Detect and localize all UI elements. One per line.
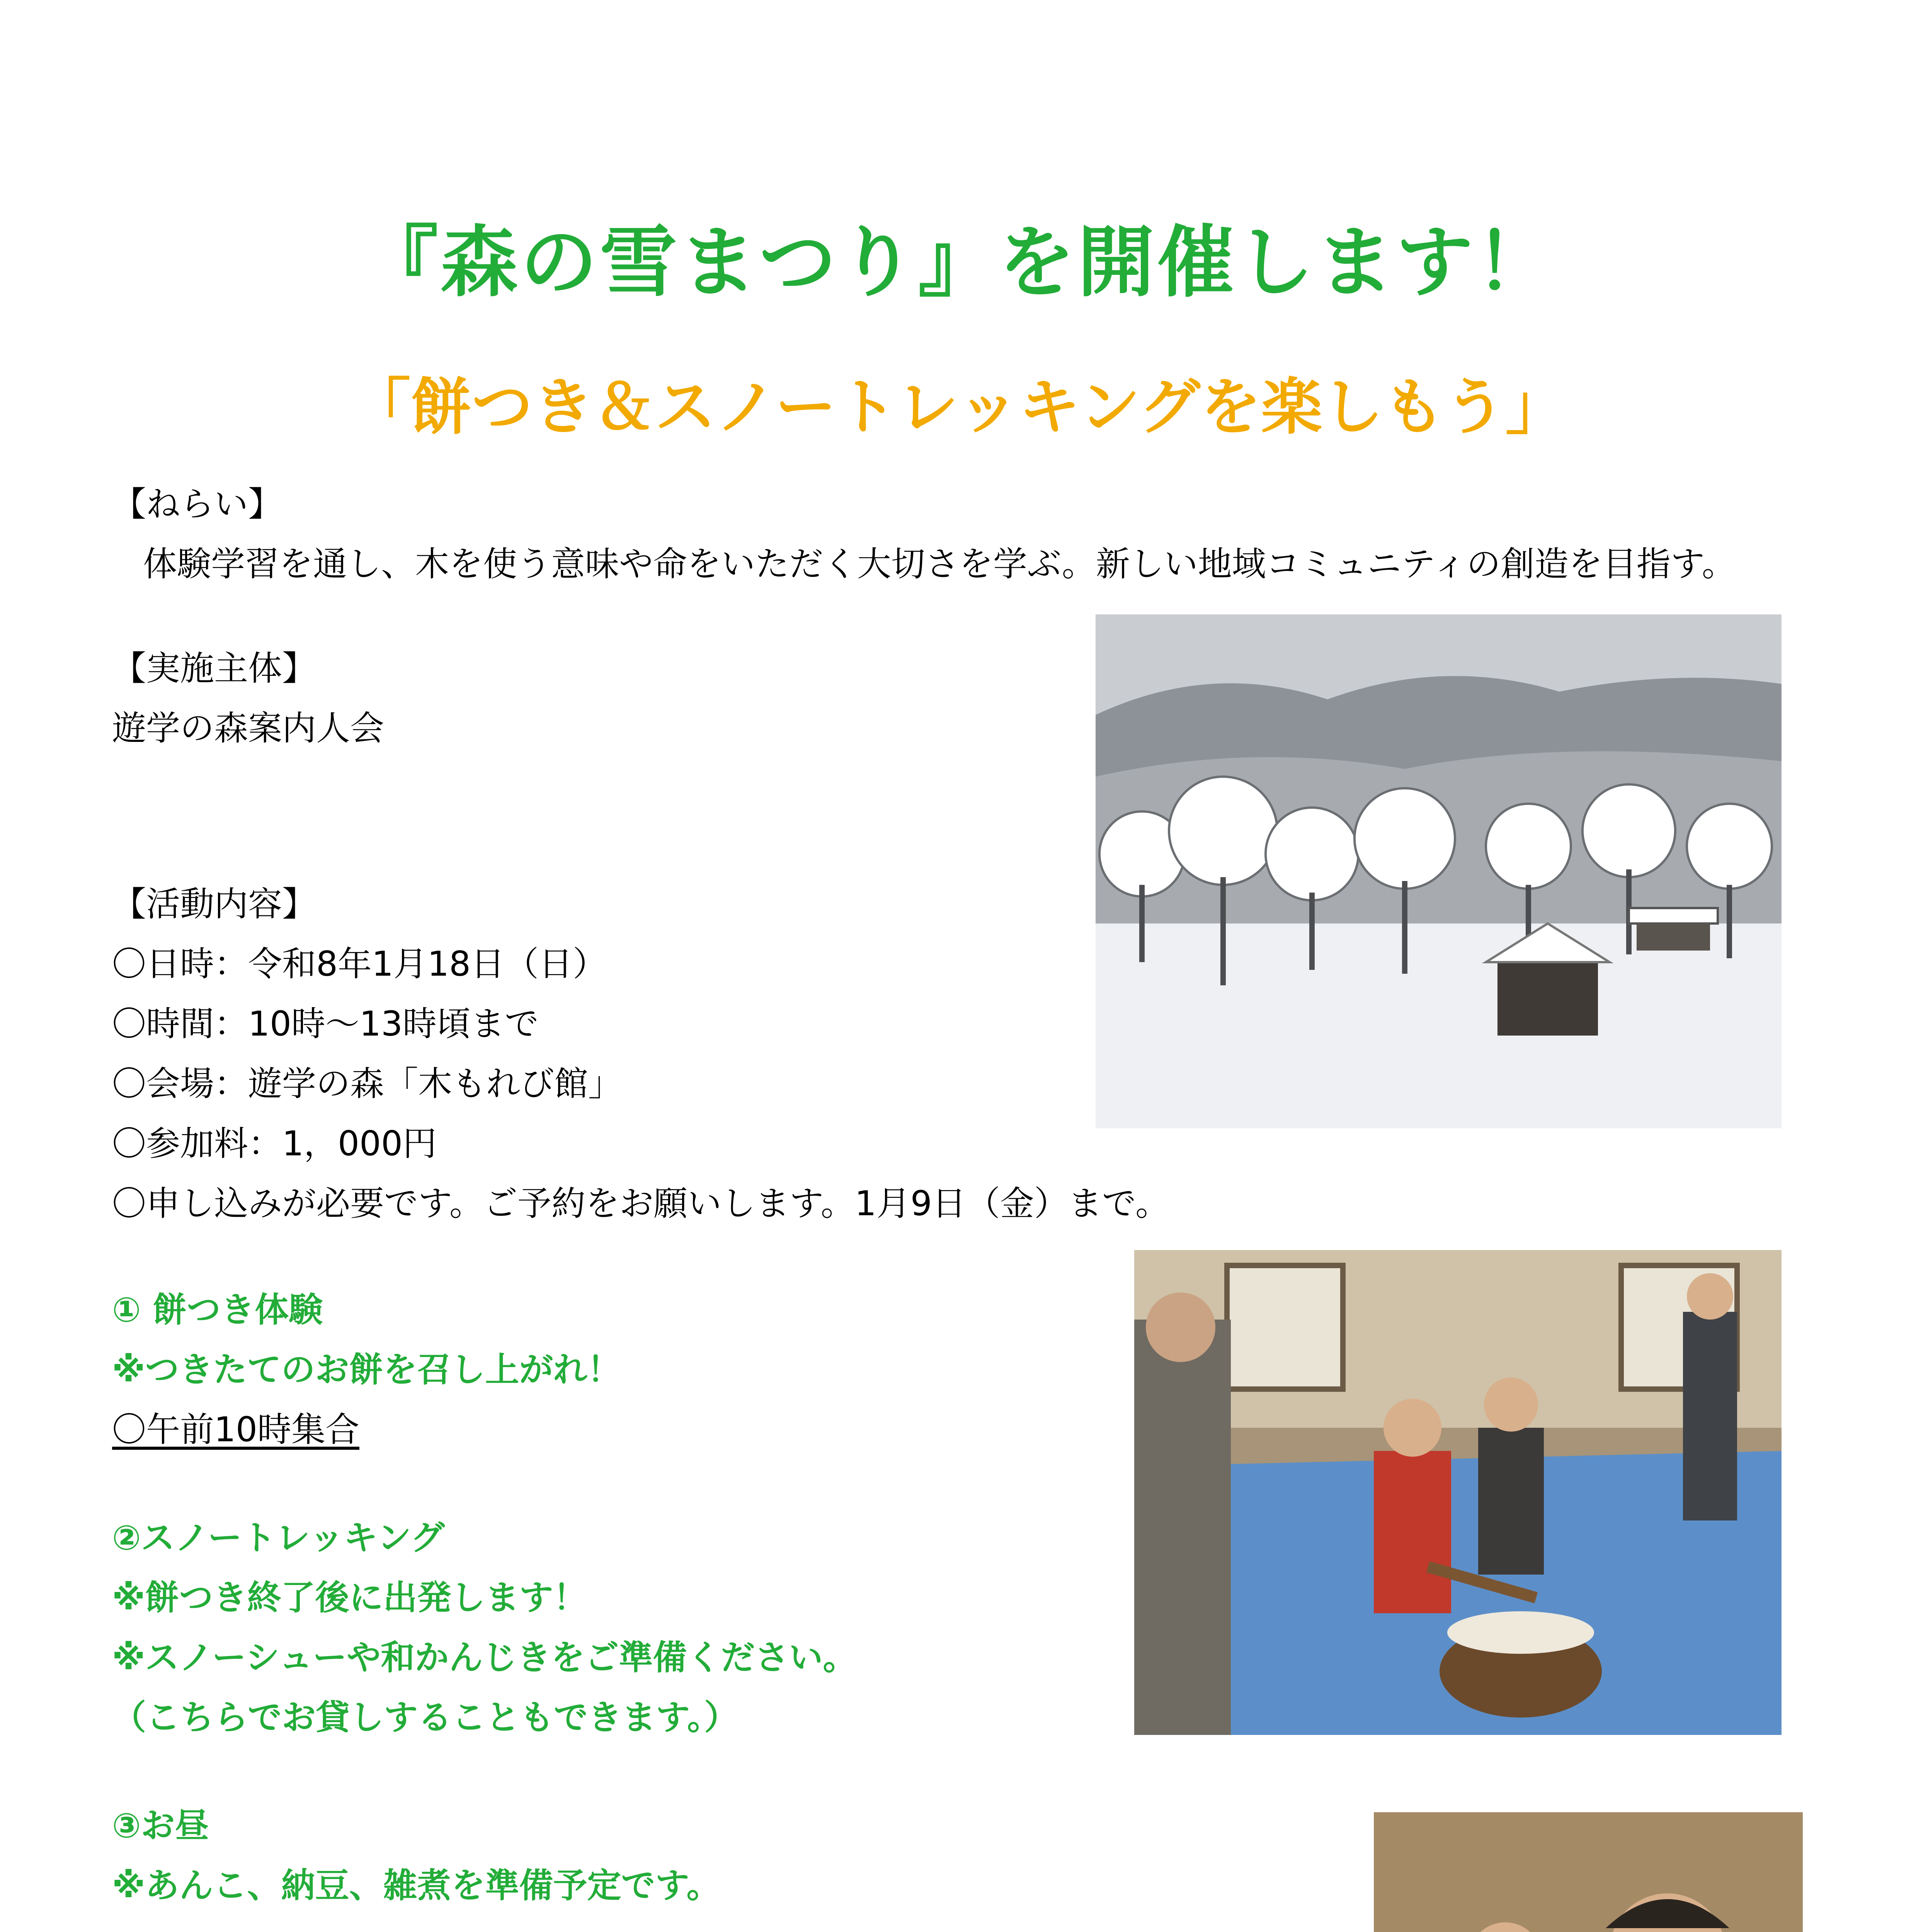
activity-reservation: 〇申し込みが必要です。ご予約をお願いします。1月9日（金）まで。 [112, 1184, 1170, 1223]
lunch-cooking-photo [1374, 1812, 1803, 1932]
activity-date: 〇日時：令和8年1月18日（日） [112, 944, 607, 984]
section-trekking-line-2: ※スノーシューや和かんじきをご準備ください。 [112, 1638, 857, 1677]
aim-text: 体験学習を通し、木を使う意味や命をいただく大切さを学ぶ。新しい地域コミュニティの創造を目指す。 [143, 544, 1736, 584]
section-mochi-note: 〇午前10時集合 [112, 1410, 359, 1449]
aim-heading: 【ねらい】 [112, 484, 282, 524]
activity-venue: 〇会場：遊学の森「木もれび館」 [112, 1064, 623, 1104]
organizer-text: 遊学の森案内人会 [112, 708, 385, 748]
section-trekking-line-3: （こちらでお貸しすることもできます。） [112, 1697, 738, 1737]
section-mochi-heading: ① 餅つき体験 [112, 1290, 323, 1330]
organizer-heading: 【実施主体】 [112, 648, 316, 688]
section-lunch-heading: ③お昼 [112, 1806, 209, 1845]
section-trekking-heading: ②スノートレッキング [112, 1518, 445, 1558]
section-trekking-line-1: ※餅つき終了後に出発します！ [112, 1578, 587, 1617]
mochi-pounding-photo [1134, 1250, 1782, 1735]
activity-fee: 〇参加料：1，000円 [112, 1124, 437, 1163]
snowy-forest-photo [1096, 614, 1782, 1128]
section-lunch-line: ※あんこ、納豆、雑煮を準備予定です。 [112, 1866, 721, 1905]
section-mochi-line: ※つきたてのお餅を召し上がれ！ [112, 1350, 621, 1389]
page-title: 『森の雪まつり』を開催します！ [361, 218, 1555, 308]
page-subtitle: 「餅つき＆スノートレッキングを楽しもう」 [349, 372, 1567, 443]
activity-time: 〇時間：10時～13時頃まで [112, 1004, 539, 1044]
activity-heading: 【活動内容】 [112, 884, 316, 924]
